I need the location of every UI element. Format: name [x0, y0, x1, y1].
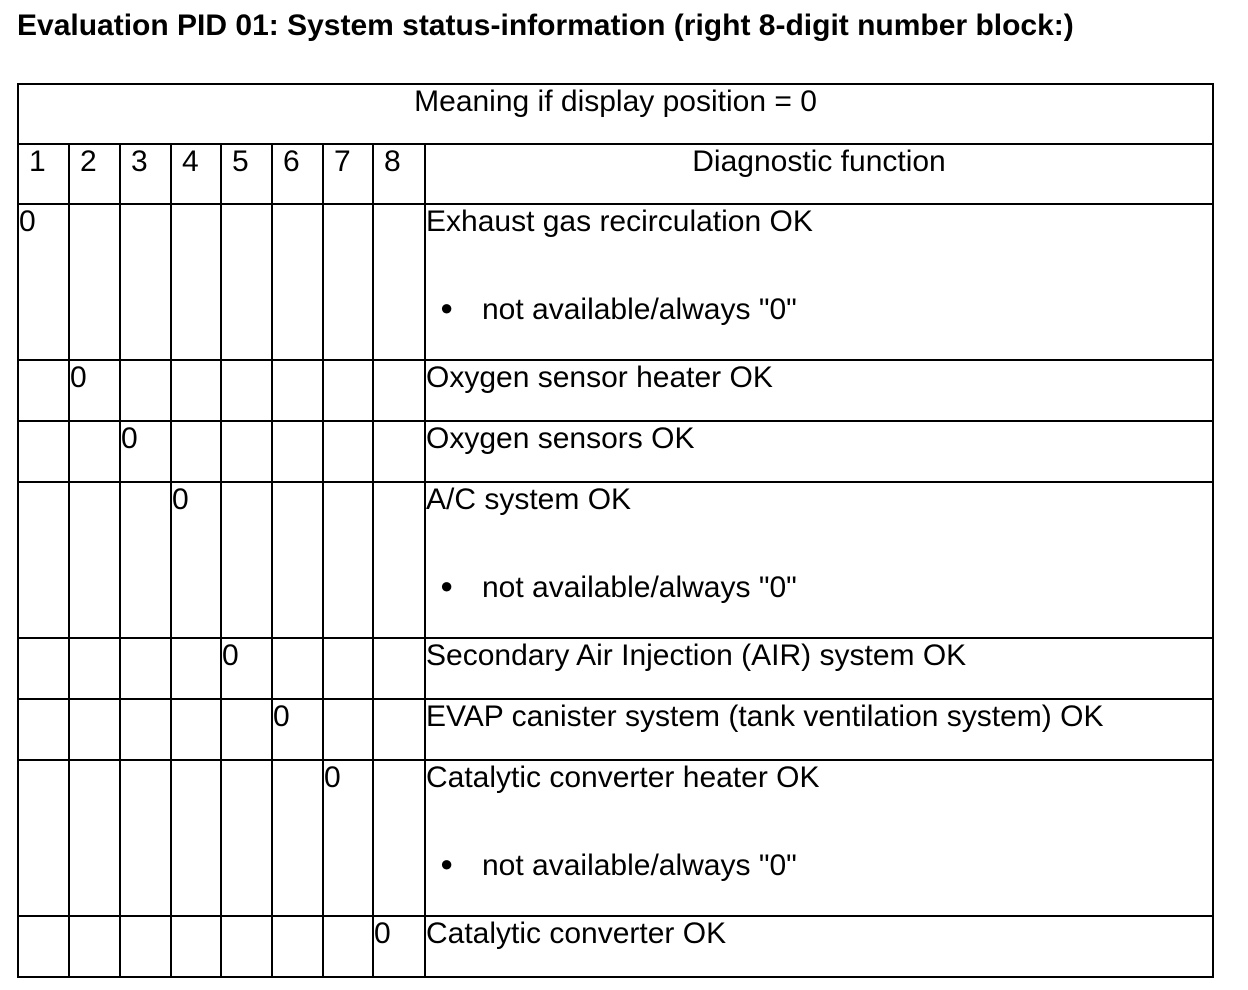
digit-cell-empty	[120, 638, 171, 699]
digit-cell-empty	[69, 699, 120, 760]
digit-cell-empty	[221, 760, 272, 916]
function-label: Catalytic converter heater OK	[426, 761, 820, 794]
digit-cell-empty	[69, 482, 120, 638]
digit-cell-empty	[272, 421, 323, 482]
digit-cell-empty	[373, 760, 425, 916]
digit-cell-empty	[323, 638, 373, 699]
function-label: A/C system OK	[426, 483, 632, 516]
note-line	[426, 291, 1212, 327]
function-header: Diagnostic function	[425, 144, 1213, 204]
function-cell	[425, 760, 1213, 916]
table-row	[18, 916, 1213, 977]
digit-cell-empty	[120, 699, 171, 760]
table-row	[18, 760, 1213, 916]
digit-cell-empty	[373, 204, 425, 360]
note-text: not available/always "0"	[482, 293, 797, 326]
digit-cell-empty	[221, 482, 272, 638]
note-line	[426, 569, 1212, 605]
digit-cell-empty	[323, 699, 373, 760]
digit-header-2: 2	[69, 144, 120, 204]
digit-cell-empty	[171, 699, 221, 760]
digit-cell-empty	[323, 360, 373, 421]
digit-cell-empty	[69, 638, 120, 699]
digit-header-7: 7	[323, 144, 373, 204]
digit-cell-empty	[272, 204, 323, 360]
digit-cell-value: 0	[120, 421, 171, 482]
digit-cell-value: 0	[18, 204, 69, 360]
function-label: Secondary Air Injection (AIR) system OK	[426, 639, 967, 672]
digit-cell-empty	[171, 421, 221, 482]
function-cell	[425, 638, 1213, 699]
table-row	[18, 204, 1213, 360]
digit-cell-empty	[120, 360, 171, 421]
digit-cell-empty	[171, 360, 221, 421]
function-cell	[425, 360, 1213, 421]
digit-cell-empty	[120, 916, 171, 977]
digit-cell-empty	[323, 421, 373, 482]
digit-cell-empty	[120, 482, 171, 638]
function-label: Catalytic converter OK	[426, 917, 727, 950]
digit-header-4: 4	[171, 144, 221, 204]
digit-cell-empty	[18, 699, 69, 760]
digit-cell-empty	[272, 916, 323, 977]
function-cell	[425, 204, 1213, 360]
bullet-icon: ●	[440, 573, 454, 598]
digit-cell-empty	[120, 760, 171, 916]
digit-cell-empty	[171, 760, 221, 916]
table-row	[18, 421, 1213, 482]
function-cell	[425, 916, 1213, 977]
bullet-icon: ●	[440, 295, 454, 320]
digit-header-8: 8	[373, 144, 425, 204]
digit-cell-empty	[171, 204, 221, 360]
digit-cell-empty	[272, 760, 323, 916]
digit-cell-empty	[221, 699, 272, 760]
table-row	[18, 638, 1213, 699]
meaning-header: Meaning if display position = 0	[18, 84, 1213, 144]
digit-cell-empty	[272, 360, 323, 421]
function-cell	[425, 482, 1213, 638]
function-cell	[425, 421, 1213, 482]
digit-cell-empty	[18, 482, 69, 638]
digit-cell-empty	[221, 204, 272, 360]
digit-header-6: 6	[272, 144, 323, 204]
digit-cell-value: 0	[373, 916, 425, 977]
digit-cell-empty	[373, 421, 425, 482]
function-label: Exhaust gas recirculation OK	[426, 205, 813, 238]
digit-cell-empty	[18, 638, 69, 699]
pid-status-table	[17, 83, 1214, 978]
digit-cell-empty	[18, 360, 69, 421]
digit-cell-empty	[69, 421, 120, 482]
digit-cell-empty	[272, 482, 323, 638]
digit-cell-value: 0	[171, 482, 221, 638]
digit-cell-empty	[373, 699, 425, 760]
digit-cell-empty	[323, 204, 373, 360]
digit-cell-empty	[18, 760, 69, 916]
digit-cell-empty	[323, 482, 373, 638]
digit-cell-empty	[373, 638, 425, 699]
page-title: Evaluation PID 01: System status-information (right 8-digit number block:)	[17, 9, 1074, 42]
digit-cell-empty	[18, 421, 69, 482]
note-text: not available/always "0"	[482, 571, 797, 604]
function-label: EVAP canister system (tank ventilation system) OK	[426, 700, 1104, 733]
digit-cell-value: 0	[323, 760, 373, 916]
digit-header-5: 5	[221, 144, 272, 204]
table-row	[18, 699, 1213, 760]
digit-cell-empty	[221, 916, 272, 977]
function-cell	[425, 699, 1213, 760]
digit-cell-empty	[272, 638, 323, 699]
digit-cell-empty	[323, 916, 373, 977]
bullet-icon: ●	[440, 851, 454, 876]
digit-cell-empty	[221, 421, 272, 482]
digit-cell-empty	[373, 482, 425, 638]
digit-cell-empty	[171, 916, 221, 977]
table-row	[18, 482, 1213, 638]
digit-cell-empty	[171, 638, 221, 699]
digit-cell-empty	[120, 204, 171, 360]
digit-header-1: 1	[18, 144, 69, 204]
digit-cell-empty	[69, 916, 120, 977]
note-line	[426, 847, 1212, 883]
function-label: Oxygen sensor heater OK	[426, 361, 773, 394]
digit-cell-empty	[373, 360, 425, 421]
digit-cell-empty	[221, 360, 272, 421]
digit-header-3: 3	[120, 144, 171, 204]
note-text: not available/always "0"	[482, 849, 797, 882]
digit-cell-empty	[69, 760, 120, 916]
digit-cell-value: 0	[221, 638, 272, 699]
digit-cell-value: 0	[69, 360, 120, 421]
table-row	[18, 360, 1213, 421]
digit-cell-value: 0	[272, 699, 323, 760]
digit-cell-empty	[69, 204, 120, 360]
function-label: Oxygen sensors OK	[426, 422, 695, 455]
digit-cell-empty	[18, 916, 69, 977]
